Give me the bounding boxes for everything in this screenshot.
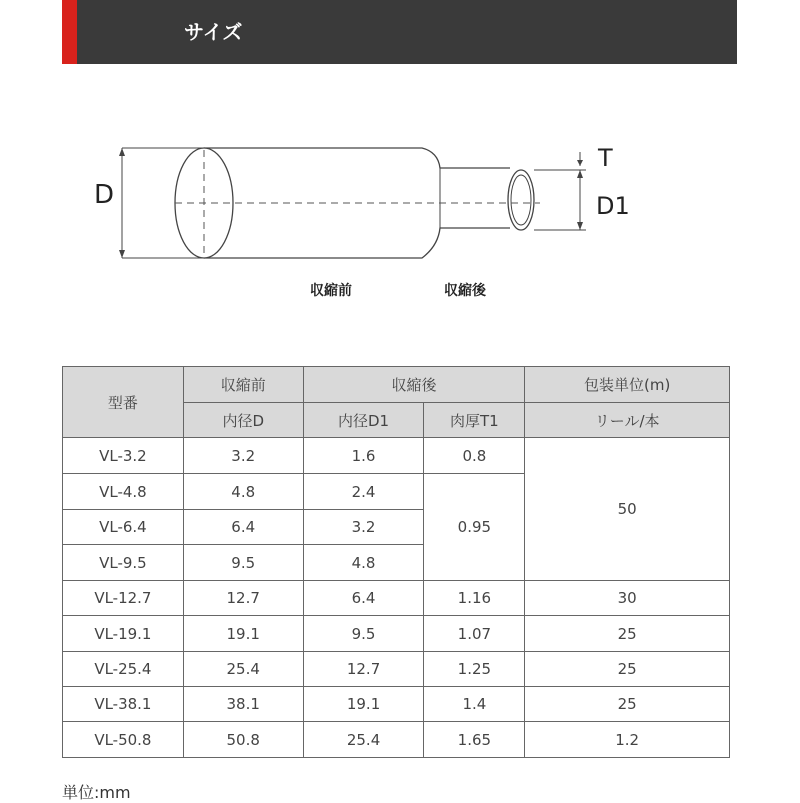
cell-pack: 1.2	[525, 722, 730, 758]
cell-inner-d1: 12.7	[303, 652, 424, 687]
table-row	[63, 652, 730, 687]
section-header	[62, 0, 737, 64]
cell-model: VL-3.2	[63, 438, 184, 474]
cell-thick-t1: 1.07	[424, 616, 525, 652]
t-arrow	[577, 160, 583, 166]
cell-thick-t1: 1.25	[424, 652, 525, 687]
caption-after: 収縮後	[444, 283, 486, 299]
table-row	[63, 438, 730, 474]
header-before: 収縮前	[183, 367, 303, 403]
cell-model: VL-25.4	[63, 652, 184, 687]
cell-pack: 30	[525, 581, 730, 616]
cell-pack: 50	[525, 438, 730, 581]
unit-note: 単位:mm	[62, 783, 131, 802]
cell-inner-d1: 25.4	[303, 722, 424, 758]
cell-pack: 25	[525, 652, 730, 687]
tube-drawing	[80, 130, 650, 310]
small-end-outer	[508, 170, 534, 230]
cell-model: VL-19.1	[63, 616, 184, 652]
cell-pack: 25	[525, 616, 730, 652]
cell-inner-d: 38.1	[183, 687, 303, 722]
label-t: T	[598, 144, 613, 172]
d1-arrow-top	[577, 170, 583, 178]
subheader-reel: リール/本	[525, 403, 730, 438]
label-d: D	[94, 180, 115, 210]
cell-model: VL-12.7	[63, 581, 184, 616]
d1-arrow-bottom	[577, 222, 583, 230]
cell-thick-t1: 1.4	[424, 687, 525, 722]
header-pack: 包装単位(m)	[525, 367, 730, 403]
cell-inner-d: 3.2	[183, 438, 303, 474]
cell-thick-t1: 1.16	[424, 581, 525, 616]
cell-inner-d: 12.7	[183, 581, 303, 616]
cell-pack: 25	[525, 687, 730, 722]
cell-inner-d1: 9.5	[303, 616, 424, 652]
header-accent-bar	[62, 0, 77, 64]
cell-inner-d1: 1.6	[303, 438, 424, 474]
table-row	[63, 616, 730, 652]
cell-model: VL-50.8	[63, 722, 184, 758]
caption-before: 収縮前	[310, 283, 352, 299]
label-d1: D1	[596, 192, 630, 220]
subheader-thick-t1: 肉厚T1	[424, 403, 525, 438]
table-row	[63, 581, 730, 616]
header-model: 型番	[63, 367, 184, 438]
cell-inner-d: 9.5	[183, 545, 303, 581]
table-row	[63, 722, 730, 758]
cell-model: VL-38.1	[63, 687, 184, 722]
cell-inner-d: 25.4	[183, 652, 303, 687]
cell-inner-d: 4.8	[183, 474, 303, 510]
cell-thick-t1: 0.8	[424, 438, 525, 474]
subheader-inner-d1: 内径D1	[303, 403, 424, 438]
cell-model: VL-4.8	[63, 474, 184, 510]
d-arrow-top	[119, 148, 125, 156]
cell-model: VL-6.4	[63, 510, 184, 545]
cell-inner-d1: 4.8	[303, 545, 424, 581]
cell-inner-d: 19.1	[183, 616, 303, 652]
cell-thick-t1: 1.65	[424, 722, 525, 758]
cell-model: VL-9.5	[63, 545, 184, 581]
cell-inner-d1: 6.4	[303, 581, 424, 616]
table-header-row	[63, 367, 730, 403]
cell-inner-d: 6.4	[183, 510, 303, 545]
section-title: サイズ	[184, 20, 243, 44]
cell-thick-t1: 0.95	[424, 474, 525, 581]
cell-inner-d: 50.8	[183, 722, 303, 758]
table-row	[63, 687, 730, 722]
header-after: 収縮後	[303, 367, 525, 403]
cell-inner-d1: 3.2	[303, 510, 424, 545]
d-arrow-bottom	[119, 250, 125, 258]
spec-table	[62, 366, 730, 758]
cell-inner-d1: 19.1	[303, 687, 424, 722]
cell-inner-d1: 2.4	[303, 474, 424, 510]
tube-diagram	[80, 130, 650, 310]
subheader-inner-d: 内径D	[183, 403, 303, 438]
